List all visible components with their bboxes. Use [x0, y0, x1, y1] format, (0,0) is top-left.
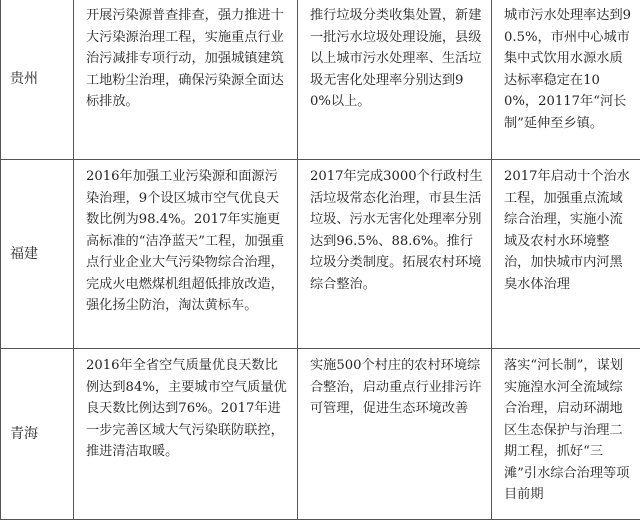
- waste-measures-text: 推行垃圾分类收集处置，新建一批污水垃圾处理设施，县级以上城市污水处理率、生活垃圾无害化处理率分别达到90%以上。: [310, 5, 483, 113]
- province-label: 福建: [10, 246, 38, 262]
- waste-measures-cell: [298, 160, 492, 349]
- water-measures-text: 2017年启动十个治水工程，加强重点流域综合治理，实施小流域及农村水环境整治，加快城市内河黑臭水体治理: [504, 166, 632, 295]
- waste-measures-cell: [298, 349, 492, 520]
- table-row: [1, 349, 640, 520]
- waste-measures-text: 2017年完成3000个行政村生活垃圾常态化治理，市县生活垃圾、污水无害化处理率分别达到96.5%、88.6%。推行垃圾分类制度。拓展农村环境综合整治。: [310, 166, 483, 295]
- air-measures-cell: [74, 349, 298, 520]
- province-label: 贵州: [10, 71, 38, 87]
- air-measures-cell: [74, 0, 298, 160]
- air-measures-cell: [74, 160, 298, 349]
- waste-measures-text: 实施500个村庄的农村环境综合整治，启动重点行业排污许可管理，促进生态环境改善: [310, 355, 483, 420]
- province-cell: [1, 0, 74, 160]
- air-measures-text: 2016年加强工业污染源和面源污染治理，9个设区城市空气优良天数比例为98.4%。2017年实施更高标准的“洁净蓝天”工程，加强重点行业企业大气污染物综合治理，完成火电燃煤机组超低排放改造，强化扬尘防治，淘汰黄标车。: [86, 166, 289, 317]
- waste-measures-cell: [298, 0, 492, 160]
- table-row: [1, 0, 640, 160]
- water-measures-text: 落实“河长制”，谋划实施湟水河全流域综合治理，启动环湖地区生态保护与治理二期工程，抓好“三滩”引水综合治理等项目前期: [504, 355, 632, 506]
- water-measures-text: 城市污水处理率达到90.5%，市州中心城市集中式饮用水源水质达标率稳定在100%，20117年“河长制”延伸至乡镇。: [504, 5, 632, 134]
- province-label: 青海: [10, 426, 38, 442]
- air-measures-text: 开展污染源普查排查，强力推进十大污染源治理工程，实施重点行业治污减排专项行动，加强城镇建筑工地粉尘治理，确保污染源全面达标排放。: [86, 5, 289, 113]
- province-cell: [1, 349, 74, 520]
- table-row: [1, 160, 640, 349]
- water-measures-cell: [492, 160, 640, 349]
- water-measures-cell: [492, 0, 640, 160]
- air-measures-text: 2016年全省空气质量优良天数比例达到84%，主要城市空气质量优良天数比例达到76%。2017年进一步完善区域大气污染联防联控，推进清洁取暖。: [86, 355, 289, 463]
- province-cell: [1, 160, 74, 349]
- water-measures-cell: [492, 349, 640, 520]
